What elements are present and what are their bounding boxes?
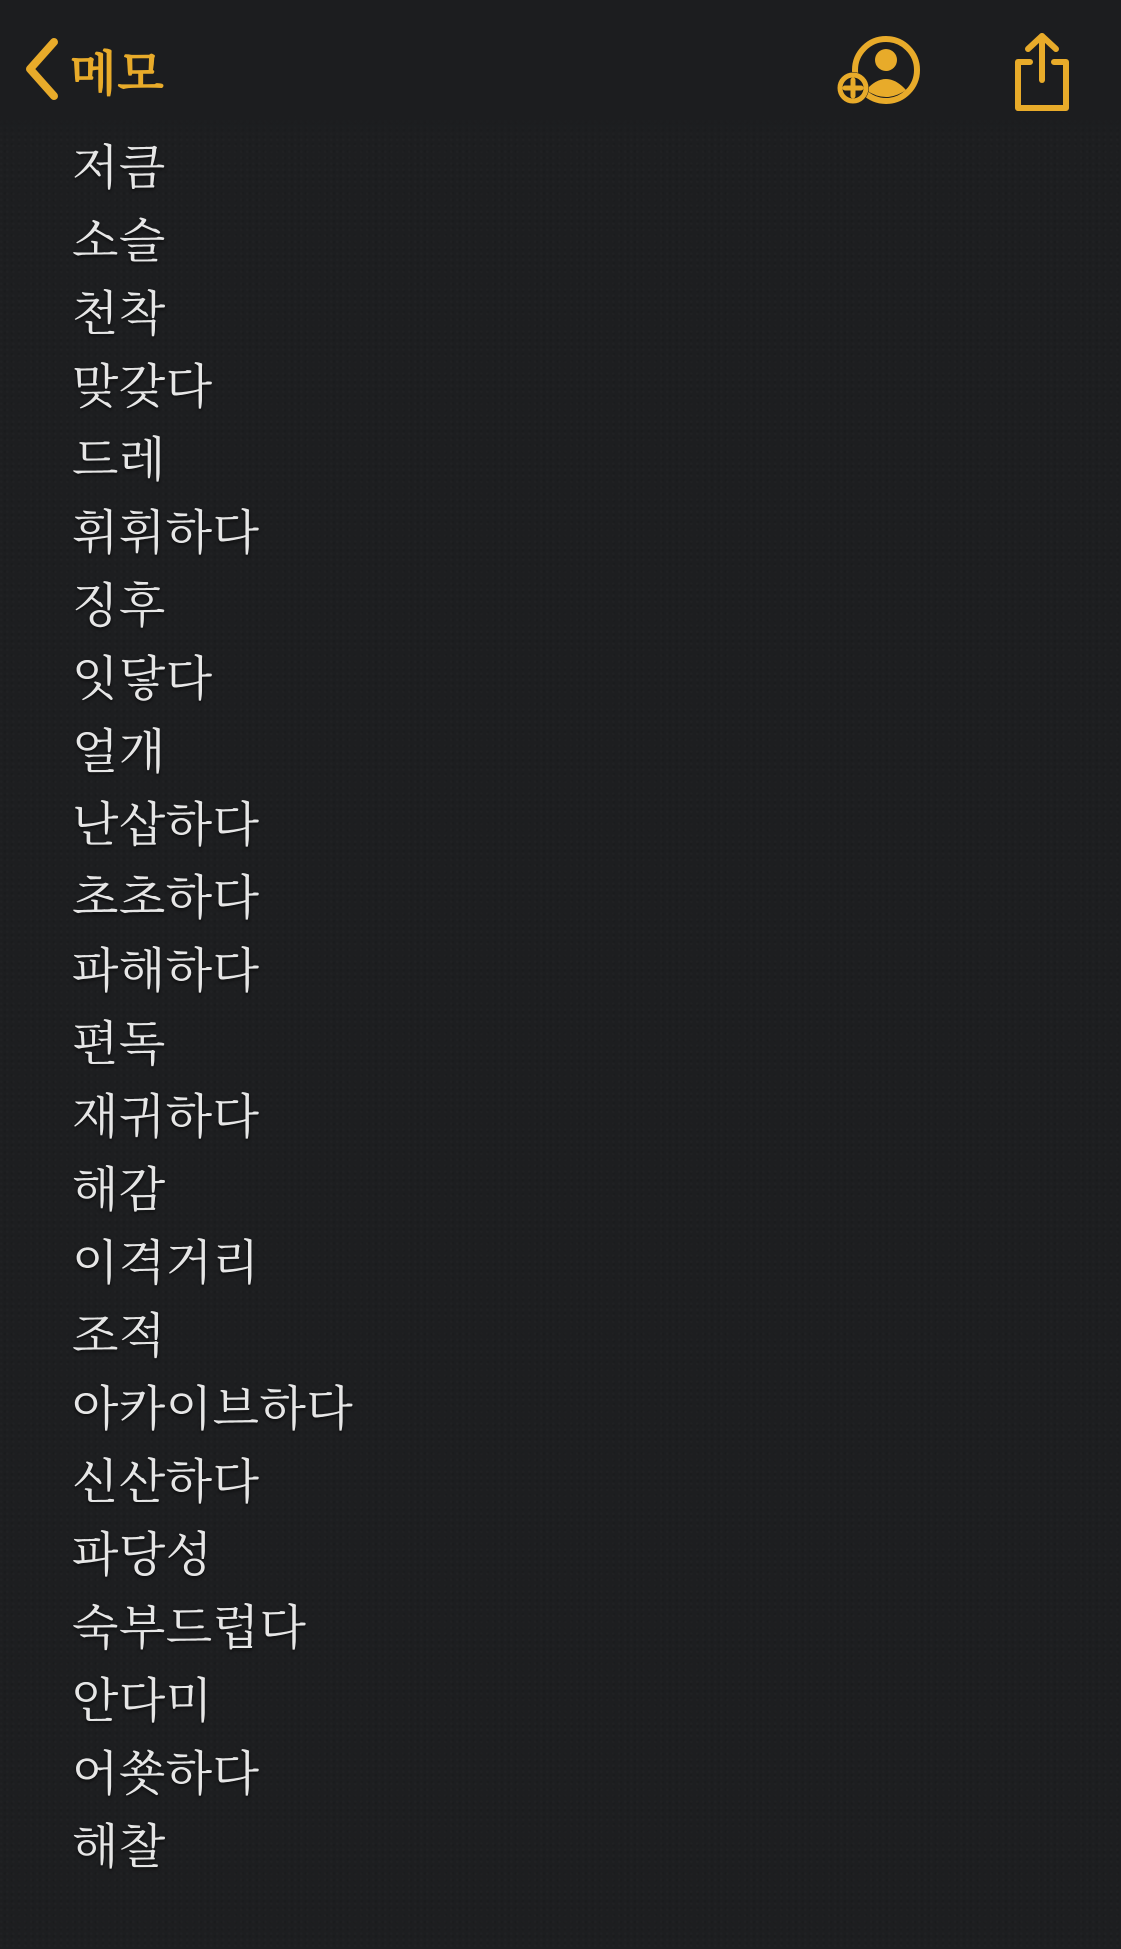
note-line: 숙부드럽다 xyxy=(72,1600,307,1656)
note-line: 맞갖다 xyxy=(72,359,213,415)
note-line: 어쑛하다 xyxy=(72,1746,260,1802)
note-body[interactable] xyxy=(72,92,1072,1884)
note-line: 아카이브하다 xyxy=(72,1381,354,1437)
note-line: 소슬 xyxy=(72,213,166,269)
share-button[interactable] xyxy=(1008,30,1076,114)
note-line: 난삽하다 xyxy=(72,797,260,853)
note-line: 징후 xyxy=(72,578,166,634)
note-line: 재귀하다 xyxy=(72,1089,260,1145)
note-line: 천착 xyxy=(72,286,166,342)
chevron-left-icon xyxy=(22,36,62,102)
note-line: 이격거리 xyxy=(72,1235,260,1291)
note-line: 파당성 xyxy=(72,1527,213,1583)
add-collaborator-button[interactable] xyxy=(836,32,926,112)
note-line: 잇닿다 xyxy=(72,651,213,707)
note-line: 얼개 xyxy=(72,724,166,780)
navigation-bar xyxy=(0,0,1121,140)
note-line: 파해하다 xyxy=(72,943,260,999)
note-line: 초초하다 xyxy=(72,870,260,926)
note-line: 신산하다 xyxy=(72,1454,260,1510)
note-line: 편독 xyxy=(72,1016,166,1072)
note-line: 해감 xyxy=(72,1162,166,1218)
note-line: 해찰 xyxy=(72,1819,166,1875)
note-line: 저큼 xyxy=(72,140,166,196)
note-line: 조적 xyxy=(72,1308,166,1364)
note-line: 안다미 xyxy=(72,1673,213,1729)
share-icon xyxy=(1008,30,1076,114)
note-line: 휘휘하다 xyxy=(72,505,260,561)
note-line: 드레 xyxy=(72,432,166,488)
back-button[interactable] xyxy=(22,34,165,104)
person-add-icon xyxy=(836,32,926,112)
back-button-label: 메모 xyxy=(70,45,165,102)
